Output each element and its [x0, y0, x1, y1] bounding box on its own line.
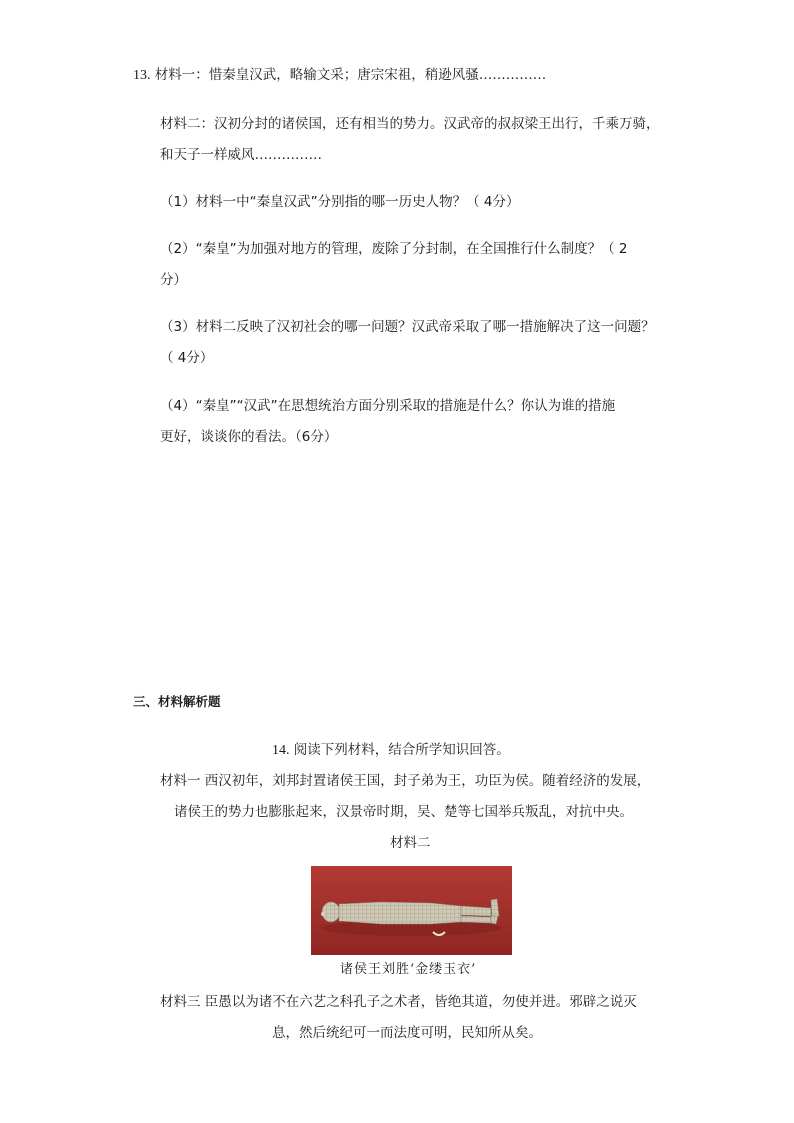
q13-subquestion-3-line1: （3）材料二反映了汉初社会的哪一问题？汉武帝采取了哪一措施解决了这一问题？: [160, 319, 655, 335]
q13-material-one-text: 材料一：惜秦皇汉武，略输文采；唐宗宋祖，稍逊风骚……………: [154, 67, 547, 83]
q14-material-two-title: 材料二: [390, 835, 431, 851]
q13-subquestion-3-line2: （ 4分）: [160, 350, 214, 366]
q14-number: 14.: [272, 743, 290, 758]
q13-material-two-line2: 和天子一样威风……………: [160, 147, 322, 163]
q14-intro: [272, 741, 510, 760]
q13-subquestion-4-line1: （4）“秦皇”“汉武”在思想统治方面分别采取的措施是什么？你认为谁的措施: [160, 398, 616, 414]
q13-number: 13.: [133, 68, 151, 83]
q14-intro-text: 阅读下列材料，结合所学知识回答。: [293, 742, 510, 758]
q13-material-two-line1: 材料二：汉初分封的诸侯国，还有相当的势力。汉武帝的叔叔梁王出行，千乘万骑，: [160, 116, 660, 132]
q13-subquestion-1: （1）材料一中“秦皇汉武”分别指的哪一历史人物？（ 4分）: [160, 194, 520, 210]
q14-material-one-line2: 诸侯王的势力也膨胀起来，汉景帝时期，吴、楚等七国举兵叛乱，对抗中央。: [174, 804, 633, 820]
q13-subquestion-2-line2: 分）: [160, 272, 187, 288]
q14-material-three-line1: 材料三 臣愚以为诸不在六艺之科孔子之术者，皆绝其道，勿使并进。邪辟之说灭: [160, 994, 637, 1010]
photo-caption: 诸侯王刘胜‘金缕玉衣’: [340, 962, 477, 977]
q13-subquestion-2-line1: （2）“秦皇”为加强对地方的管理，废除了分封制，在全国推行什么制度？（ 2: [160, 241, 628, 257]
q13-material-one: [133, 66, 546, 85]
jade-burial-suit-photo: [311, 866, 512, 955]
section-heading: 三、材料解析题: [133, 694, 221, 709]
q14-material-three-line2: 息，然后统纪可一而法度可明，民知所从矣。: [272, 1025, 542, 1041]
q14-material-one-line1: 材料一 西汉初年，刘邦封置诸侯王国，封子弟为王，功臣为侯。随着经济的发展，: [160, 773, 651, 789]
q13-subquestion-4-line2: 更好，谈谈你的看法。（6分）: [160, 429, 338, 445]
